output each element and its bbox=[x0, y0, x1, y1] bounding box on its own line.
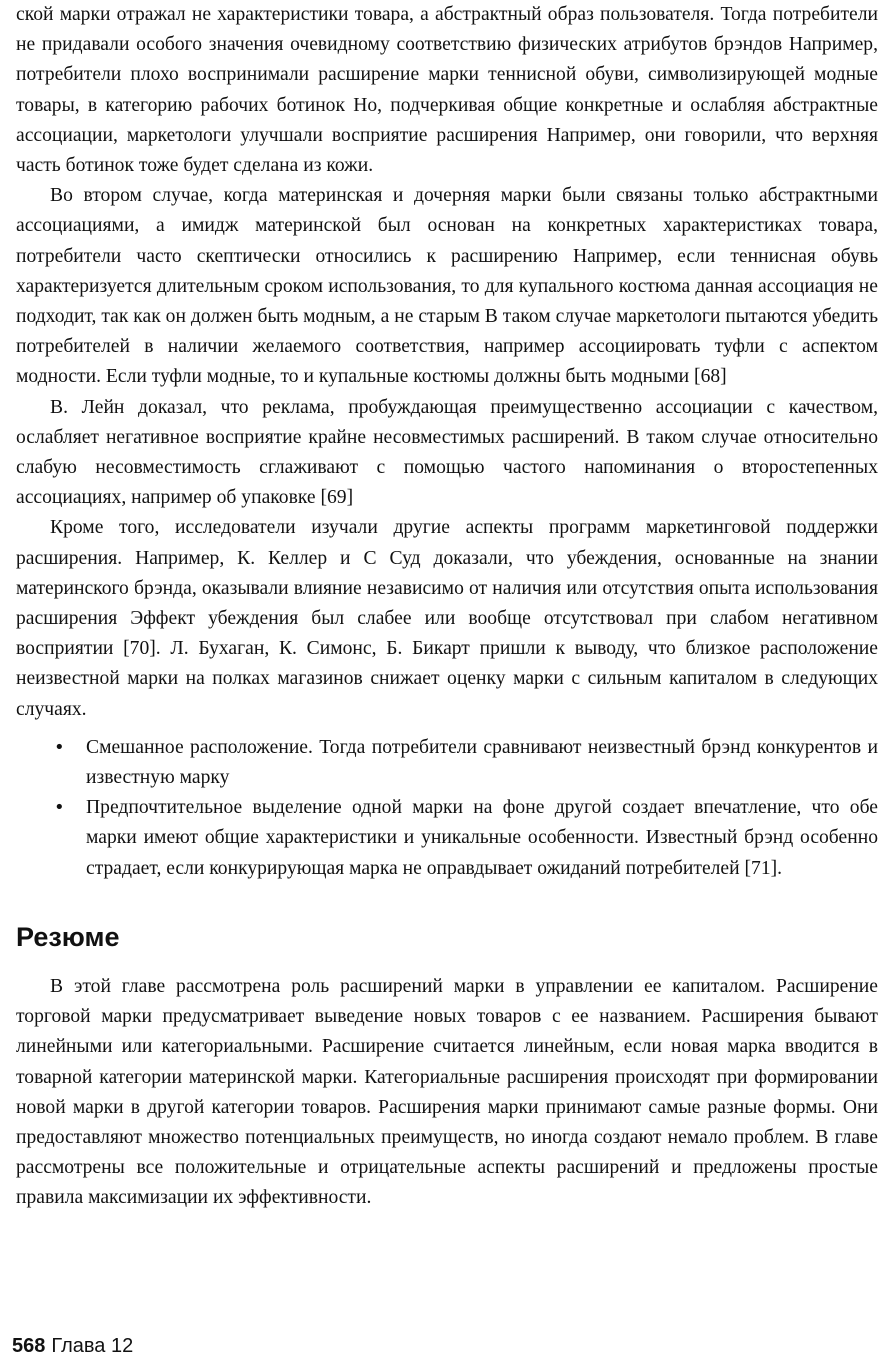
paragraph-2: Во втором случае, когда материнская и дочерняя марки были связаны только абстрактными ассоциациями, а имидж материнской был основан на конкретных характеристиках товара, потребители часто скептически относились к расширению Например, если теннисная обувь характеризуется длительным сроком использования, то для купального костюма данная ассоциация не подходит, так как он должен быть модным, а не старым В таком случае маркетологи пытаются убедить потребителей в наличии желаемого соответствия, например ассоциировать туфли с аспектом модности. Если туфли модные, то и купальные костюмы должны быть модными [68] bbox=[16, 185, 878, 388]
list-item bbox=[16, 793, 878, 884]
list-item-text: Смешанное расположение. Тогда потребители сравнивают неизвестный брэнд конкурентов и известную марку bbox=[86, 736, 878, 789]
bullet-list bbox=[16, 733, 878, 884]
document-page bbox=[16, 0, 878, 1214]
chapter-label: Глава 12 bbox=[51, 1335, 134, 1357]
list-item bbox=[16, 733, 878, 793]
bullet-icon: • bbox=[54, 736, 65, 758]
section-heading: Резюме bbox=[16, 921, 120, 952]
paragraph-1: ской марки отражал не характеристики товара, а абстрактный образ пользователя. Тогда потребители не придавали особого значения очевидному соответствию физических атрибутов брэндов Например, потребители плохо воспринимали расширение марки теннисной обуви, символизирующей модные товары, в категорию рабочих ботинок Но, подчеркивая общие конкретные и ослабляя абстрактные ассоциации, маркетологи улучшали восприятие расширения Например, они говорили, что верхняя часть ботинок тоже будет сделана из кожи. bbox=[16, 4, 878, 177]
paragraph-3: В. Лейн доказал, что реклама, пробуждающая преимущественно ассоциации с качеством, ослабляет негативное восприятие крайне несовместимых расширений. В таком случае относительно слабую несовместимость сглаживают с помощью частого напоминания о второстепенных ассоциациях, например об упаковке [69] bbox=[16, 396, 878, 509]
page-footer bbox=[12, 1333, 133, 1359]
list-item-text: Предпочтительное выделение одной марки на фоне другой создает впечатление, что обе марки имеют общие характеристики и уникальные особенности. Известный брэнд особенно страдает, если конкурирующая марка не оправдывает ожиданий потребителей [71]. bbox=[86, 797, 878, 879]
bullet-icon: • bbox=[54, 797, 65, 819]
summary-paragraph: В этой главе рассмотрена роль расширений марки в управлении ее капиталом. Расширение торговой марки предусматривает выведение новых товаров с ее названием. Расширения бывают линейными или категориальными. Расширение считается линейным, если новая марка вводится в товарной категории материнской марки. Категориальные расширения происходят при формировании новой марки в другой категории товаров. Расширения марки принимают самые разные формы. Они предоставляют множество потенциальных преимуществ, но иногда создают немало проблем. В главе рассмотрены все положительные и отрицательные аспекты расширений и предложены простые правила максимизации их эффективности. bbox=[16, 975, 878, 1209]
page-number: 568 bbox=[12, 1335, 46, 1357]
paragraph-4: Кроме того, исследователи изучали другие аспекты программ маркетинговой поддержки расширения. Например, К. Келлер и С Суд доказали, что убеждения, основанные на знании материнского брэнда, оказывали влияние независимо от наличия или отсутствия опыта использования расширения Эффект убеждения был слабее или вообще отсутствовал при слабом негативном восприятии [70]. Л. Бухаган, К. Симонс, Б. Бикарт пришли к выводу, что близкое расположение неизвестной марки на полках магазинов снижает оценку марки с сильным капиталом в следующих случаях. bbox=[16, 517, 878, 720]
